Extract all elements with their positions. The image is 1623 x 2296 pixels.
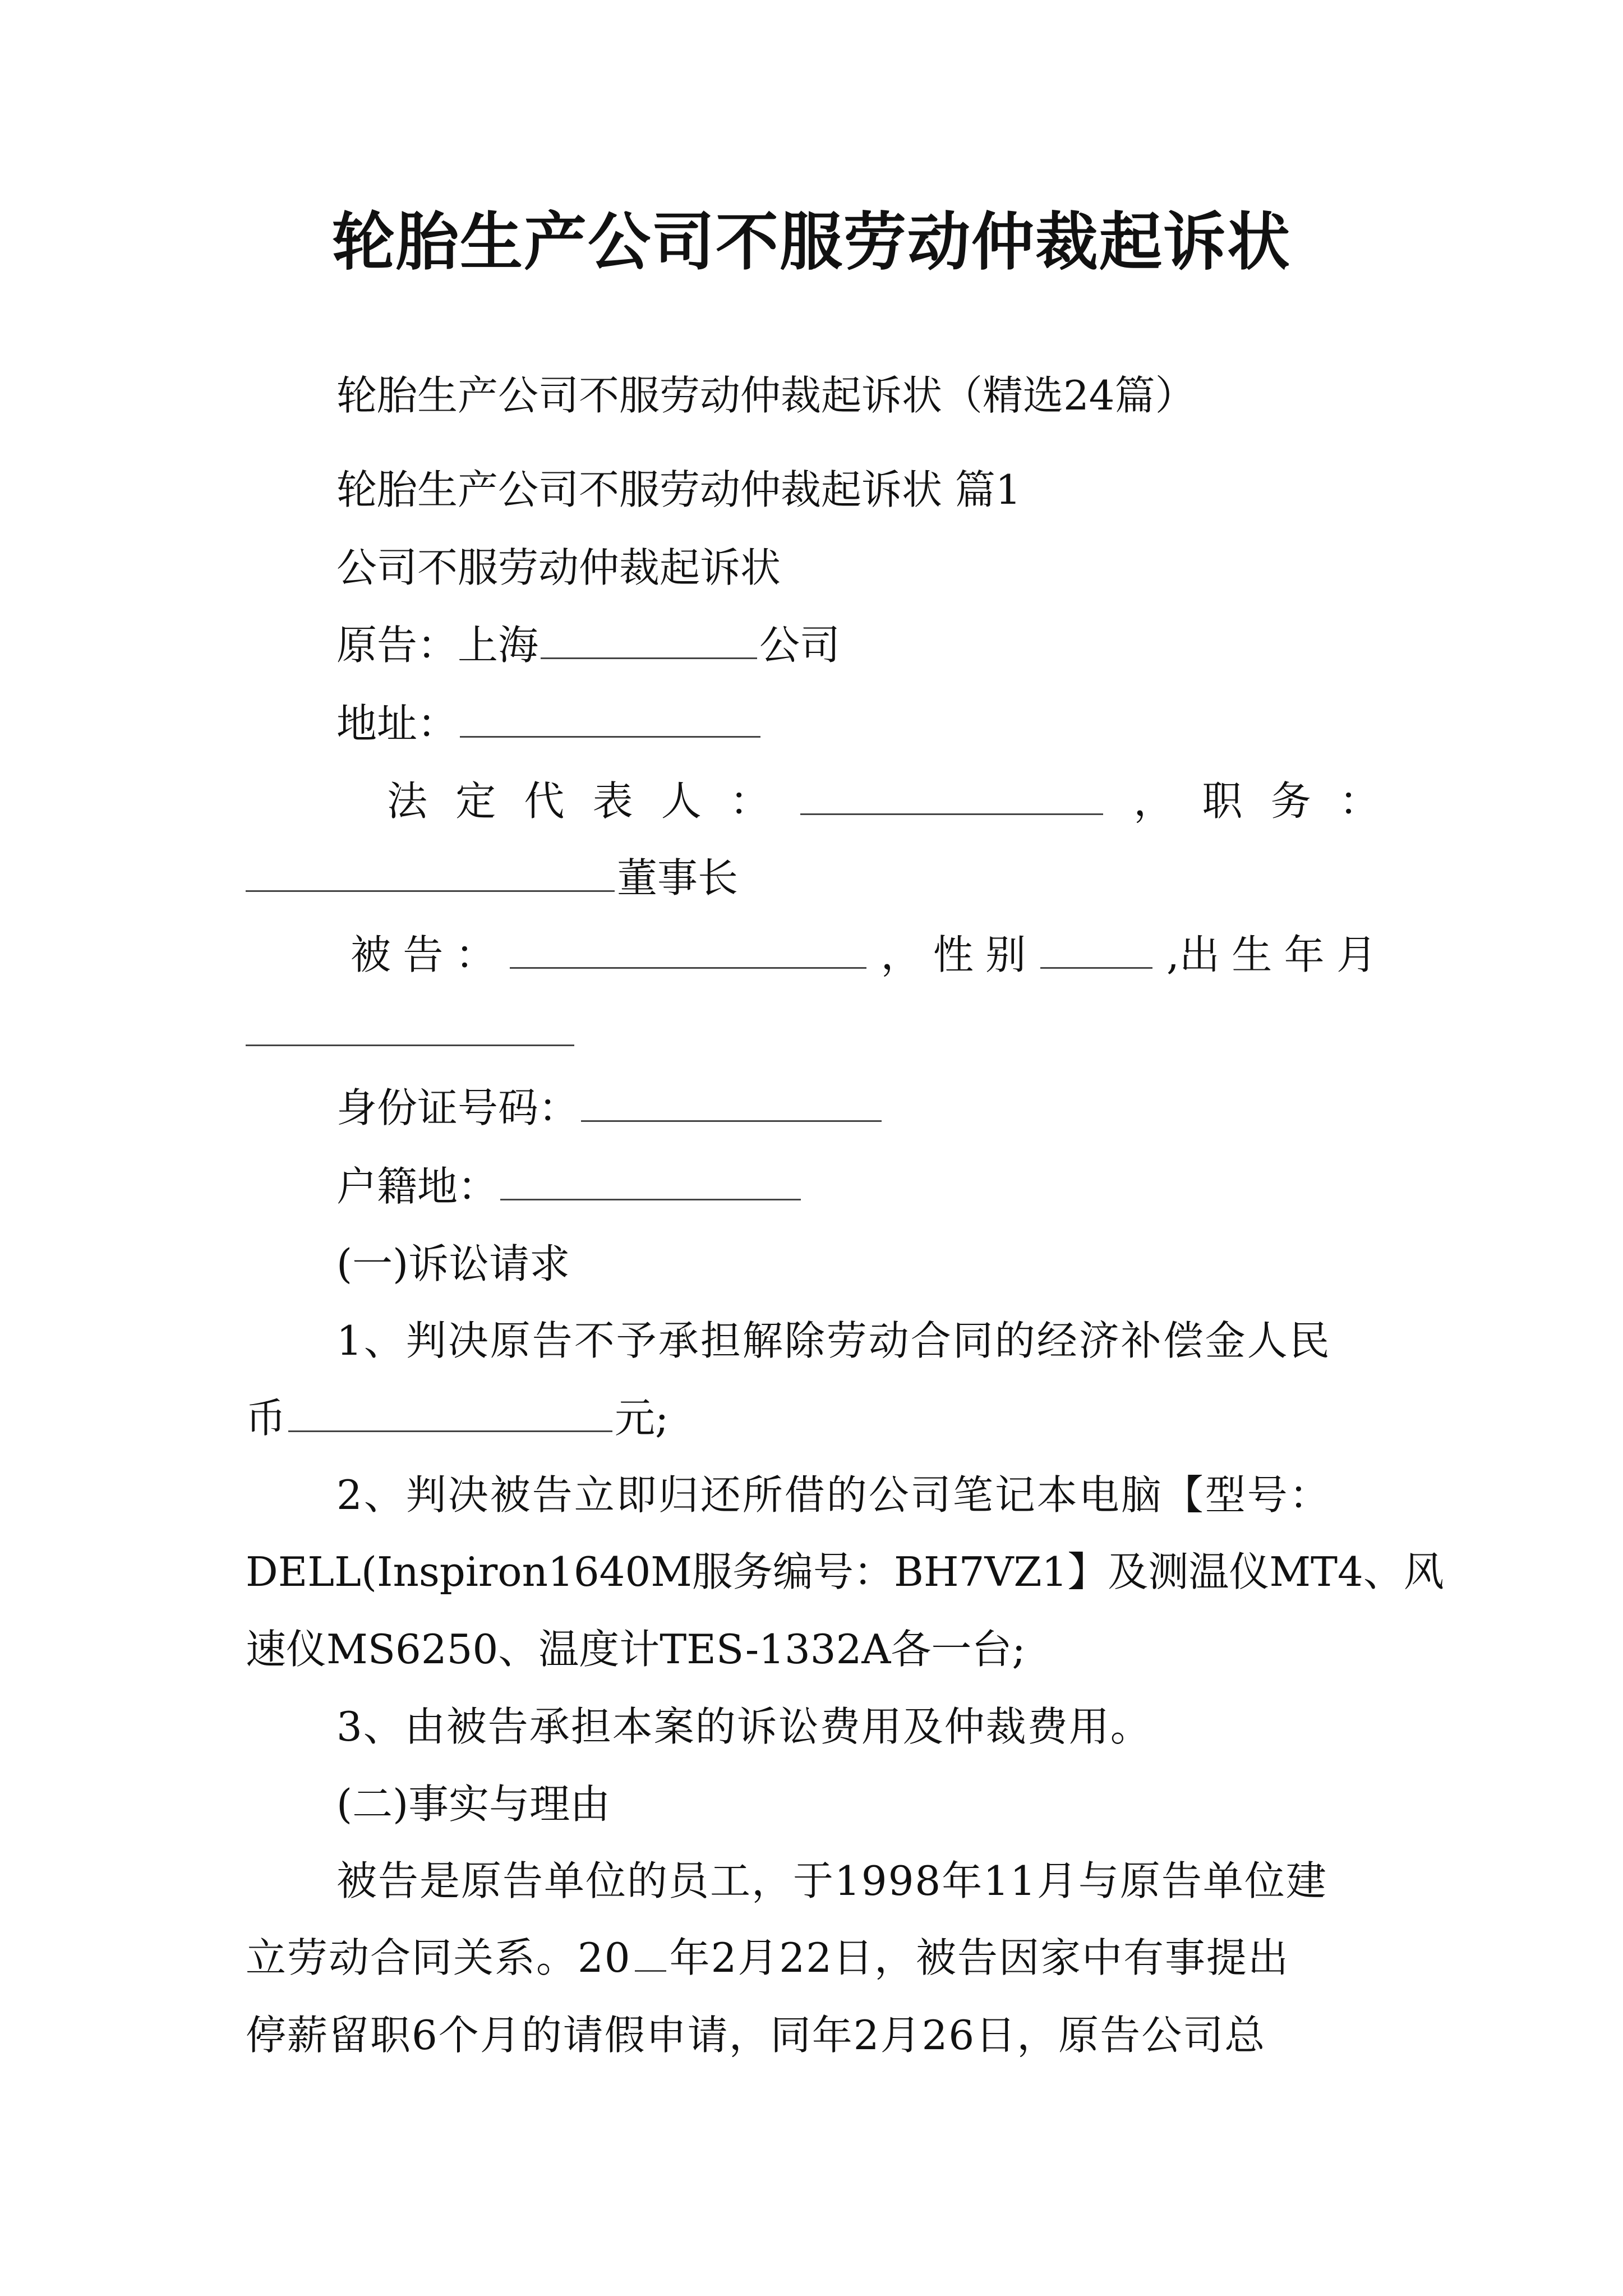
plaintiff-label: 原告：上海 bbox=[336, 622, 539, 669]
address-blank bbox=[460, 701, 760, 738]
legal-rep-char: ： bbox=[729, 777, 770, 825]
legal-rep-comma: ， bbox=[1133, 777, 1174, 825]
claim-item-2-line-3: 速仪MS6250、温度计TES-1332A各一台; bbox=[246, 1626, 1026, 1673]
id-number-blank bbox=[581, 1085, 882, 1122]
defendant-char: 被 bbox=[351, 931, 391, 978]
defendant-char: ： bbox=[455, 931, 496, 978]
gender-blank bbox=[1040, 932, 1152, 969]
post-value: 董事长 bbox=[617, 854, 739, 901]
document-subtitle: 轮胎生产公司不服劳动仲裁起诉状（精选24篇） bbox=[336, 372, 1196, 419]
birth-char: ,出 bbox=[1166, 931, 1220, 978]
address-line bbox=[336, 696, 763, 752]
claim-item-1-prefix: 币 bbox=[246, 1395, 287, 1442]
claim-item-2-line-1: 2、判决被告立即归还所借的公司笔记本电脑【型号： bbox=[336, 1471, 1331, 1519]
section-heading: 轮胎生产公司不服劳动仲裁起诉状 篇1 bbox=[336, 466, 1021, 513]
claim-item-1-suffix: 元; bbox=[615, 1395, 669, 1442]
compensation-amount-blank bbox=[288, 1396, 612, 1432]
household-label: 户籍地： bbox=[336, 1163, 499, 1210]
document-name: 公司不服劳动仲裁起诉状 bbox=[336, 544, 781, 591]
birth-char: 月 bbox=[1336, 931, 1377, 978]
claims-heading: (一)诉讼请求 bbox=[336, 1240, 570, 1287]
facts-paragraph-line-3: 停薪留职6个月的请假申请，同年2月26日，原告公司总 bbox=[246, 2012, 1266, 2059]
facts-paragraph-line-2 bbox=[246, 1930, 1289, 1986]
defendant-comma: ， bbox=[880, 931, 921, 978]
legal-rep-char: 代 bbox=[524, 777, 565, 825]
claim-item-2-line-2: DELL(Inspiron1640M服务编号：BH7VZ1】及测温仪MT4、风 bbox=[246, 1548, 1444, 1595]
post-char: 职 bbox=[1202, 777, 1243, 825]
legal-rep-char: 表 bbox=[592, 777, 633, 825]
plaintiff-name-blank bbox=[541, 623, 757, 659]
post-char: 务 bbox=[1270, 777, 1311, 825]
household-line bbox=[336, 1158, 803, 1214]
birth-date-line bbox=[246, 1004, 577, 1060]
plaintiff-suffix: 公司 bbox=[759, 622, 841, 669]
defendant-line bbox=[351, 927, 1377, 983]
facts-paragraph-line-1: 被告是原告单位的员工，于1998年11月与原告单位建 bbox=[336, 1857, 1327, 1904]
birth-char: 生 bbox=[1232, 931, 1272, 978]
post-blank bbox=[246, 855, 615, 892]
defendant-char: 告 bbox=[403, 931, 444, 978]
id-number-line bbox=[336, 1080, 884, 1136]
facts-line-2-part-a: 立劳动合同关系。20 bbox=[246, 1934, 631, 1981]
birth-char: 年 bbox=[1284, 931, 1325, 978]
claim-item-1-line-1: 1、判决原告不予承担解除劳动合同的经济补偿金人民 bbox=[336, 1317, 1331, 1364]
address-label: 地址： bbox=[336, 700, 458, 747]
post-char: ： bbox=[1339, 777, 1380, 825]
plaintiff-line bbox=[336, 617, 840, 673]
defendant-name-blank bbox=[510, 932, 866, 969]
legal-rep-line bbox=[387, 773, 1380, 829]
legal-rep-char: 人 bbox=[661, 777, 702, 825]
id-number-label: 身份证号码： bbox=[336, 1084, 579, 1131]
document-title: 轮胎生产公司不服劳动仲裁起诉状 bbox=[332, 206, 1291, 279]
facts-heading: (二)事实与理由 bbox=[336, 1780, 611, 1828]
claim-item-3: 3、由被告承担本案的诉讼费用及仲裁费用。 bbox=[336, 1703, 1152, 1750]
legal-rep-blank bbox=[800, 779, 1103, 815]
gender-char: 性 bbox=[933, 931, 974, 978]
legal-rep-char: 法 bbox=[387, 777, 428, 825]
gender-char: 别 bbox=[985, 931, 1026, 978]
claim-item-1-line-2 bbox=[246, 1390, 668, 1446]
facts-line-2-part-b: 年2月22日，被告因家中有事提出 bbox=[669, 1934, 1290, 1981]
post-line bbox=[246, 850, 738, 906]
legal-rep-char: 定 bbox=[455, 777, 496, 825]
household-blank bbox=[500, 1164, 801, 1200]
birth-date-blank bbox=[246, 1010, 574, 1046]
year-blank bbox=[635, 1935, 666, 1972]
